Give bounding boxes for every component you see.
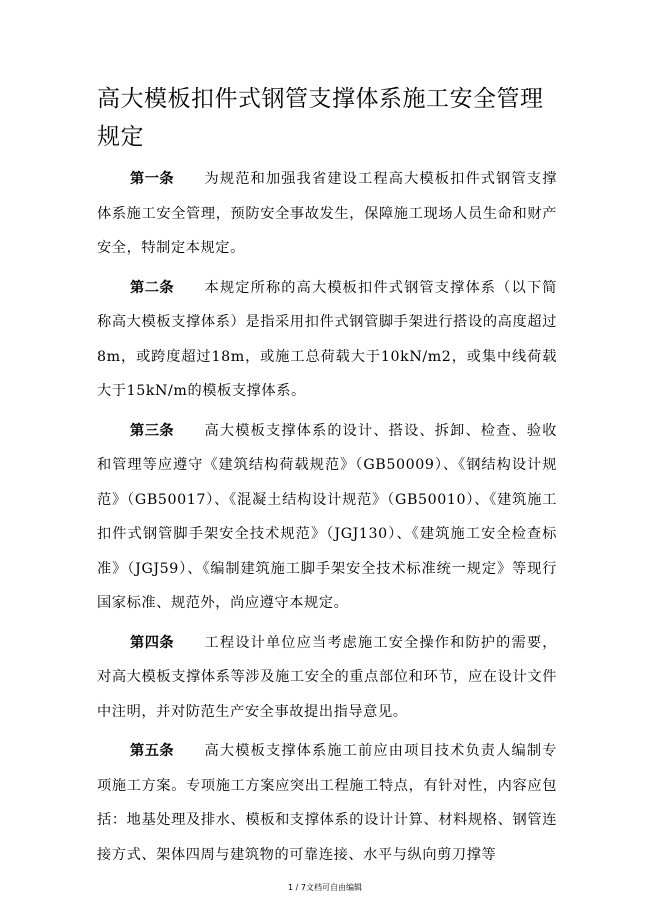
document-title: 高大模板扣件式钢管支撑体系施工安全管理规定 (97, 86, 544, 150)
article-heading: 第一条 (130, 171, 175, 187)
article-heading: 第四条 (130, 634, 175, 651)
article-text: 为规范和加强我省建设工程高大模板扣件式钢管支撑体系施工安全管理，预防安全事故发生，保障施工现场人员生命和财产安全，特制定本规定。 (97, 171, 557, 256)
article-heading: 第二条 (130, 279, 175, 296)
article-text: 高大模板支撑体系的设计、搭设、拆卸、检查、验收和管理等应遵守《建筑结构荷载规范》（GB50009）、《钢结构设计规范》（GB50017）、《混凝土结构设计规范》（GB50010）、《建筑施工扣件式钢管脚手架安全技术规范》（JGJ130）、《建筑施工安全检查标准》（JGJ59）、《编制建筑施工脚手架安全技术标准统一规定》等现行国家标准、规范外，尚应遵守本规定。 (97, 422, 557, 611)
article-heading: 第五条 (130, 743, 175, 759)
article-4 (97, 626, 557, 730)
article-3 (97, 414, 557, 621)
article-text: 工程设计单位应当考虑施工安全操作和防护的需要，对高大模板支撑体系等涉及施工安全的重点部位和环节，应在设计文件中注明，并对防范生产安全事故提出指导意见。 (97, 634, 557, 720)
article-5 (97, 734, 557, 872)
article-text: 高大模板支撑体系施工前应由项目技术负责人编制专项施工方案。专项施工方案应突出工程施工特点，有针对性，内容应包括：地基处理及排水、模板和支撑体系的设计计算、材料规格、钢管连接方式、架体四周与建筑物的可靠连接、水平与纵向剪刀撑等 (97, 743, 557, 863)
article-heading: 第三条 (130, 422, 175, 439)
article-2 (97, 271, 557, 409)
page-footer: 1 / 7文档可自由编辑 (288, 883, 362, 892)
article-1 (97, 162, 557, 266)
document-body (97, 162, 557, 877)
article-text: 本规定所称的高大模板扣件式钢管支撑体系（以下简称高大模板支撑体系）是指采用扣件式钢管脚手架进行搭设的高度超过8m，或跨度超过18m，或施工总荷载大于10kN/m2，或集中线荷载大于15kN/m的模板支撑体系。 (97, 279, 557, 399)
